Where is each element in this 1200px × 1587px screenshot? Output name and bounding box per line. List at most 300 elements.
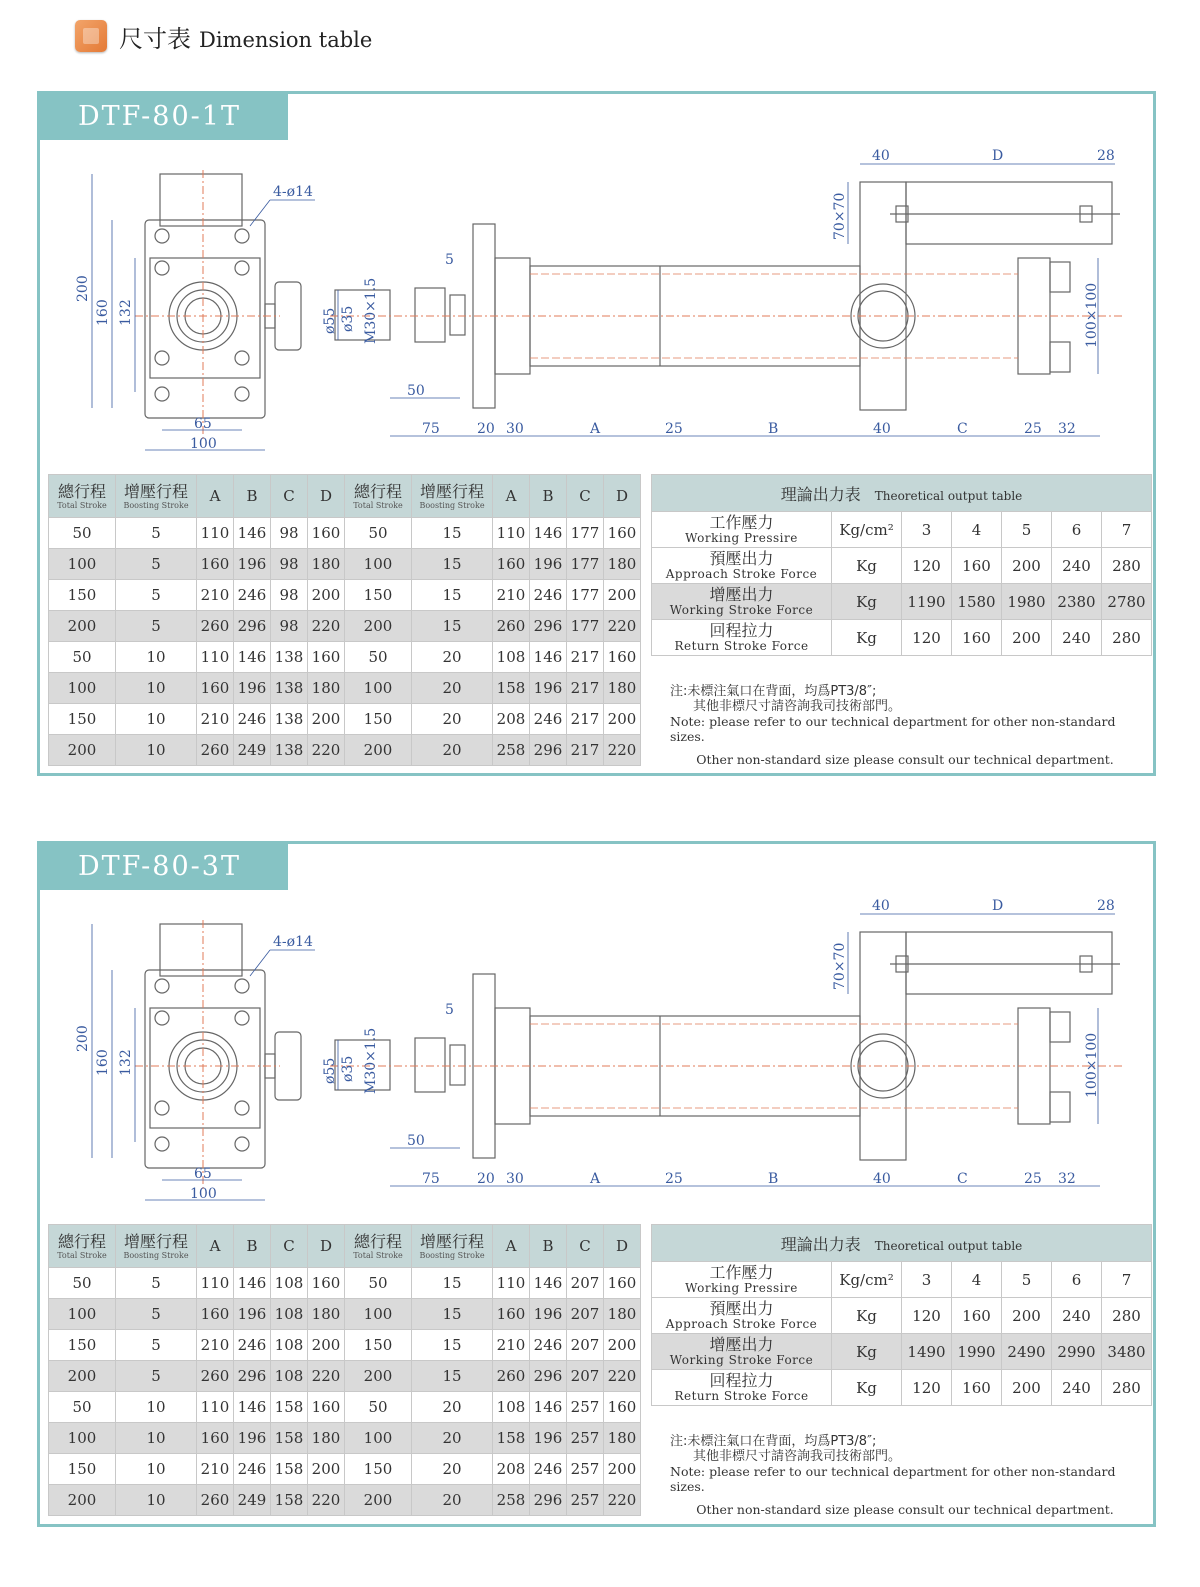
table-cell: 249 xyxy=(234,1485,271,1516)
dim-5: 5 xyxy=(445,1002,454,1018)
table-row xyxy=(49,580,641,611)
note-zh-1: 注:未標注氣口在背面，均爲PT3/8″; xyxy=(670,684,877,699)
table-cell: 15 xyxy=(412,1361,493,1392)
table-cell: 146 xyxy=(530,518,567,549)
table-cell: 200 xyxy=(604,1330,641,1361)
output-unit: Kg/cm² xyxy=(832,1262,902,1298)
output-row-label xyxy=(652,1262,832,1298)
table-cell: 220 xyxy=(308,735,345,766)
output-row xyxy=(652,1334,1152,1370)
dim-30: 30 xyxy=(506,421,524,437)
output-value: 3480 xyxy=(1102,1334,1152,1370)
col-C: C xyxy=(567,475,604,518)
table-cell: 10 xyxy=(116,704,197,735)
output-value: 160 xyxy=(952,1298,1002,1334)
dimension-table-body xyxy=(49,1268,641,1516)
table-cell: 180 xyxy=(604,673,641,704)
output-value: 120 xyxy=(902,620,952,656)
table-row xyxy=(49,1330,641,1361)
table-cell: 160 xyxy=(604,1268,641,1299)
output-value: 120 xyxy=(902,1370,952,1406)
col-B: B xyxy=(234,1225,271,1268)
col-boosting-stroke: 增壓行程 Boosting Stroke xyxy=(116,1225,197,1268)
output-value: 2490 xyxy=(1002,1334,1052,1370)
table-cell: 196 xyxy=(530,1299,567,1330)
output-value: 3 xyxy=(902,512,952,548)
table-cell: 249 xyxy=(234,735,271,766)
table-cell: 160 xyxy=(604,518,641,549)
dim-35: ø35 xyxy=(340,305,356,332)
output-row xyxy=(652,548,1152,584)
table-cell: 296 xyxy=(530,1361,567,1392)
table-row xyxy=(49,1485,641,1516)
output-row-label xyxy=(652,584,832,620)
table-cell: 210 xyxy=(197,580,234,611)
table-cell: 146 xyxy=(530,1392,567,1423)
output-row-label xyxy=(652,512,832,548)
table-cell: 200 xyxy=(604,1454,641,1485)
table-cell: 220 xyxy=(604,735,641,766)
dim-25a: 25 xyxy=(665,421,683,437)
table-cell: 160 xyxy=(197,1423,234,1454)
table-cell: 220 xyxy=(308,611,345,642)
dim-50: 50 xyxy=(407,1133,425,1149)
table-cell: 100 xyxy=(345,1299,412,1330)
table-cell: 10 xyxy=(116,1392,197,1423)
table-cell: 177 xyxy=(567,518,604,549)
table-cell: 246 xyxy=(234,1330,271,1361)
model-title: DTF-80-1T xyxy=(40,94,288,140)
output-row-label xyxy=(652,1334,832,1370)
output-label-zh: 回程拉力 xyxy=(709,621,774,640)
output-row xyxy=(652,584,1152,620)
table-cell: 20 xyxy=(412,1423,493,1454)
col-B: B xyxy=(234,475,271,518)
dim-160: 160 xyxy=(95,1049,111,1076)
output-label-zh: 工作壓力 xyxy=(709,513,774,532)
model-panel-1 xyxy=(37,91,1156,776)
page-title xyxy=(119,19,372,54)
table-row xyxy=(49,1361,641,1392)
dim-hole: 4-ø14 xyxy=(273,184,313,200)
dim-100: 100 xyxy=(190,436,217,452)
output-unit: Kg xyxy=(832,1298,902,1334)
table-cell: 146 xyxy=(234,642,271,673)
output-value: 5 xyxy=(1002,1262,1052,1298)
table-cell: 50 xyxy=(345,518,412,549)
output-value: 120 xyxy=(902,548,952,584)
table-cell: 160 xyxy=(197,549,234,580)
table-cell: 146 xyxy=(530,1268,567,1299)
dim-100x100: 100×100 xyxy=(1084,1032,1100,1098)
dimension-table-header xyxy=(49,475,641,518)
output-value: 2380 xyxy=(1052,584,1102,620)
table-cell: 200 xyxy=(604,704,641,735)
table-cell: 208 xyxy=(493,1454,530,1485)
table-cell: 160 xyxy=(604,642,641,673)
table-cell: 108 xyxy=(271,1299,308,1330)
dim-75: 75 xyxy=(422,421,440,437)
table-cell: 257 xyxy=(567,1454,604,1485)
table-cell: 100 xyxy=(49,1423,116,1454)
output-value: 2990 xyxy=(1052,1334,1102,1370)
output-value: 240 xyxy=(1052,548,1102,584)
model-title: DTF-80-3T xyxy=(40,844,288,890)
table-cell: 246 xyxy=(530,1330,567,1361)
table-cell: 50 xyxy=(345,1268,412,1299)
output-label-en: Working Pressire xyxy=(685,531,798,545)
table-cell: 200 xyxy=(604,580,641,611)
table-cell: 50 xyxy=(345,642,412,673)
table-cell: 150 xyxy=(345,1454,412,1485)
technical-drawing xyxy=(40,890,1153,1230)
table-cell: 246 xyxy=(530,580,567,611)
output-value: 280 xyxy=(1102,548,1152,584)
table-cell: 258 xyxy=(493,1485,530,1516)
dim-50: 50 xyxy=(407,383,425,399)
dim-132: 132 xyxy=(118,299,134,326)
dim-30: 30 xyxy=(506,1171,524,1187)
col-B: B xyxy=(530,475,567,518)
col-A: A xyxy=(197,475,234,518)
table-cell: 160 xyxy=(493,549,530,580)
table-cell: 160 xyxy=(493,1299,530,1330)
output-label-en: Return Stroke Force xyxy=(674,1389,809,1403)
col-D: D xyxy=(308,1225,345,1268)
table-cell: 150 xyxy=(345,1330,412,1361)
table-cell: 108 xyxy=(493,1392,530,1423)
output-value: 7 xyxy=(1102,512,1152,548)
table-cell: 100 xyxy=(49,1299,116,1330)
col-D: D xyxy=(308,475,345,518)
table-cell: 15 xyxy=(412,1268,493,1299)
table-row xyxy=(49,1299,641,1330)
table-cell: 196 xyxy=(530,549,567,580)
table-cell: 257 xyxy=(567,1392,604,1423)
table-cell: 150 xyxy=(345,580,412,611)
dim-55: ø55 xyxy=(322,307,338,334)
dim-35: ø35 xyxy=(340,1055,356,1082)
table-cell: 210 xyxy=(493,1330,530,1361)
table-cell: 98 xyxy=(271,518,308,549)
table-cell: 158 xyxy=(271,1454,308,1485)
table-cell: 110 xyxy=(197,1392,234,1423)
output-value: 4 xyxy=(952,512,1002,548)
table-cell: 257 xyxy=(567,1485,604,1516)
table-cell: 20 xyxy=(412,1485,493,1516)
col-D: D xyxy=(604,475,641,518)
table-cell: 200 xyxy=(308,1454,345,1485)
table-cell: 207 xyxy=(567,1299,604,1330)
table-cell: 210 xyxy=(493,580,530,611)
table-cell: 10 xyxy=(116,642,197,673)
table-cell: 220 xyxy=(604,611,641,642)
note-zh-2: 其他非標尺寸請咨詢我司技術部門。 xyxy=(693,699,902,714)
dim-70x70: 70×70 xyxy=(832,192,848,240)
table-cell: 108 xyxy=(493,642,530,673)
table-row xyxy=(49,642,641,673)
dim-65: 65 xyxy=(194,1166,212,1182)
output-value: 200 xyxy=(1002,620,1052,656)
table-cell: 200 xyxy=(49,611,116,642)
table-cell: 177 xyxy=(567,549,604,580)
dim-70x70: 70×70 xyxy=(832,942,848,990)
table-cell: 220 xyxy=(604,1485,641,1516)
output-unit: Kg xyxy=(832,584,902,620)
table-row xyxy=(49,673,641,704)
table-cell: 10 xyxy=(116,1485,197,1516)
output-row xyxy=(652,620,1152,656)
table-cell: 217 xyxy=(567,704,604,735)
table-cell: 10 xyxy=(116,1454,197,1485)
table-cell: 158 xyxy=(493,673,530,704)
table-cell: 296 xyxy=(530,1485,567,1516)
output-value: 280 xyxy=(1102,1298,1152,1334)
table-cell: 180 xyxy=(308,549,345,580)
table-cell: 10 xyxy=(116,1423,197,1454)
note-en-1: Note: please refer to our technical department for other non-standard sizes. xyxy=(670,1464,1116,1494)
col-D: D xyxy=(604,1225,641,1268)
table-cell: 200 xyxy=(308,704,345,735)
note-en-2: Other non-standard size please consult our technical department. xyxy=(696,752,1114,767)
table-cell: 98 xyxy=(271,580,308,611)
output-label-zh: 工作壓力 xyxy=(709,1263,774,1282)
table-cell: 5 xyxy=(116,1299,197,1330)
table-cell: 217 xyxy=(567,673,604,704)
dimension-table-header xyxy=(49,1225,641,1268)
output-value: 6 xyxy=(1052,1262,1102,1298)
table-cell: 5 xyxy=(116,1330,197,1361)
dim-hole: 4-ø14 xyxy=(273,934,313,950)
table-cell: 220 xyxy=(604,1361,641,1392)
table-cell: 100 xyxy=(49,673,116,704)
table-cell: 160 xyxy=(308,1268,345,1299)
output-table-body xyxy=(652,512,1152,656)
table-cell: 15 xyxy=(412,1330,493,1361)
col-total-stroke: 總行程 Total Stroke xyxy=(345,1225,412,1268)
col-total-stroke: 總行程 Total Stroke xyxy=(49,475,116,518)
table-cell: 10 xyxy=(116,673,197,704)
table-cell: 50 xyxy=(49,1392,116,1423)
table-cell: 177 xyxy=(567,611,604,642)
dim-28: 28 xyxy=(1097,898,1115,914)
note-en-1: Note: please refer to our technical department for other non-standard sizes. xyxy=(670,714,1116,744)
table-row xyxy=(49,735,641,766)
table-cell: 296 xyxy=(530,735,567,766)
dim-55: ø55 xyxy=(322,1057,338,1084)
table-cell: 180 xyxy=(308,1423,345,1454)
output-unit: Kg/cm² xyxy=(832,512,902,548)
table-cell: 196 xyxy=(530,673,567,704)
table-cell: 200 xyxy=(345,735,412,766)
col-total-stroke: 總行程 Total Stroke xyxy=(345,475,412,518)
table-cell: 50 xyxy=(49,642,116,673)
table-cell: 158 xyxy=(271,1423,308,1454)
table-cell: 108 xyxy=(271,1330,308,1361)
table-cell: 207 xyxy=(567,1361,604,1392)
table-cell: 196 xyxy=(234,1299,271,1330)
table-cell: 208 xyxy=(493,704,530,735)
output-value: 1580 xyxy=(952,584,1002,620)
table-row xyxy=(49,1423,641,1454)
output-unit: Kg xyxy=(832,1370,902,1406)
output-value: 2780 xyxy=(1102,584,1152,620)
model-panel-2 xyxy=(37,841,1156,1527)
output-label-en: Working Stroke Force xyxy=(669,1353,814,1367)
output-label-zh: 增壓出力 xyxy=(709,585,774,604)
dim-160: 160 xyxy=(95,299,111,326)
table-cell: 100 xyxy=(345,1423,412,1454)
table-cell: 5 xyxy=(116,580,197,611)
output-row xyxy=(652,1262,1152,1298)
table-cell: 180 xyxy=(604,1299,641,1330)
table-cell: 150 xyxy=(345,704,412,735)
col-B: B xyxy=(530,1225,567,1268)
table-cell: 196 xyxy=(234,1423,271,1454)
dim-100: 100 xyxy=(190,1186,217,1202)
output-value: 240 xyxy=(1052,1370,1102,1406)
dim-100x100: 100×100 xyxy=(1084,282,1100,348)
table-cell: 146 xyxy=(234,1392,271,1423)
dim-5: 5 xyxy=(445,252,454,268)
dim-40b: 40 xyxy=(873,1171,891,1187)
col-boosting-stroke: 增壓行程 Boosting Stroke xyxy=(412,475,493,518)
output-value: 240 xyxy=(1052,1298,1102,1334)
table-cell: 15 xyxy=(412,1299,493,1330)
table-cell: 207 xyxy=(567,1268,604,1299)
table-cell: 220 xyxy=(308,1361,345,1392)
dim-m30: M30×1.5 xyxy=(363,277,379,344)
table-cell: 200 xyxy=(49,1361,116,1392)
output-value: 4 xyxy=(952,1262,1002,1298)
table-cell: 200 xyxy=(308,1330,345,1361)
table-cell: 200 xyxy=(49,1485,116,1516)
table-cell: 5 xyxy=(116,549,197,580)
dim-25a: 25 xyxy=(665,1171,683,1187)
dim-40t: 40 xyxy=(872,898,890,914)
technical-drawing xyxy=(40,140,1153,480)
col-boosting-stroke: 增壓行程 Boosting Stroke xyxy=(412,1225,493,1268)
table-cell: 98 xyxy=(271,549,308,580)
table-cell: 138 xyxy=(271,642,308,673)
table-cell: 196 xyxy=(234,673,271,704)
table-cell: 200 xyxy=(345,611,412,642)
output-unit: Kg xyxy=(832,1334,902,1370)
table-cell: 160 xyxy=(197,1299,234,1330)
table-cell: 138 xyxy=(271,673,308,704)
output-value: 200 xyxy=(1002,1298,1052,1334)
dim-C: C xyxy=(957,1171,968,1187)
dimension-table-body xyxy=(49,518,641,766)
table-cell: 5 xyxy=(116,518,197,549)
dim-A: A xyxy=(590,421,601,437)
table-cell: 246 xyxy=(530,704,567,735)
dim-132: 132 xyxy=(118,1049,134,1076)
table-cell: 160 xyxy=(604,1392,641,1423)
dim-20: 20 xyxy=(477,1171,495,1187)
table-cell: 98 xyxy=(271,611,308,642)
table-cell: 150 xyxy=(49,580,116,611)
table-cell: 50 xyxy=(49,518,116,549)
table-cell: 246 xyxy=(234,704,271,735)
output-value: 5 xyxy=(1002,512,1052,548)
output-value: 240 xyxy=(1052,620,1102,656)
table-cell: 200 xyxy=(308,580,345,611)
table-cell: 150 xyxy=(49,1330,116,1361)
output-value: 200 xyxy=(1002,1370,1052,1406)
output-label-zh: 增壓出力 xyxy=(709,1335,774,1354)
dim-D: D xyxy=(992,898,1004,914)
table-cell: 210 xyxy=(197,704,234,735)
table-cell: 110 xyxy=(493,518,530,549)
output-row xyxy=(652,512,1152,548)
note-zh-2: 其他非標尺寸請咨詢我司技術部門。 xyxy=(693,1449,902,1464)
table-cell: 158 xyxy=(271,1485,308,1516)
output-value: 160 xyxy=(952,620,1002,656)
table-cell: 20 xyxy=(412,673,493,704)
note-en-2: Other non-standard size please consult our technical department. xyxy=(696,1502,1114,1517)
output-value: 7 xyxy=(1102,1262,1152,1298)
table-cell: 260 xyxy=(197,1361,234,1392)
page-header xyxy=(75,18,372,54)
output-label-en: Approach Stroke Force xyxy=(665,567,818,581)
table-row xyxy=(49,704,641,735)
output-row-label xyxy=(652,620,832,656)
table-row xyxy=(49,518,641,549)
dimension-table xyxy=(48,474,641,766)
table-cell: 210 xyxy=(197,1454,234,1485)
cylinder-drawing xyxy=(40,890,1153,1230)
output-value: 200 xyxy=(1002,548,1052,584)
table-cell: 10 xyxy=(116,735,197,766)
dim-B: B xyxy=(768,1171,779,1187)
table-cell: 20 xyxy=(412,1392,493,1423)
table-cell: 108 xyxy=(271,1361,308,1392)
table-cell: 160 xyxy=(197,673,234,704)
table-cell: 246 xyxy=(234,580,271,611)
table-cell: 158 xyxy=(493,1423,530,1454)
dim-m30: M30×1.5 xyxy=(363,1027,379,1094)
dim-A: A xyxy=(590,1171,601,1187)
output-value: 120 xyxy=(902,1298,952,1334)
table-cell: 196 xyxy=(530,1423,567,1454)
output-label-en: Working Pressire xyxy=(685,1281,798,1295)
dim-28: 28 xyxy=(1097,148,1115,164)
table-cell: 100 xyxy=(345,549,412,580)
output-table-title: 理論出力表 Theoretical output table xyxy=(652,475,1152,512)
table-cell: 217 xyxy=(567,735,604,766)
output-row xyxy=(652,1298,1152,1334)
table-cell: 196 xyxy=(234,549,271,580)
col-A: A xyxy=(197,1225,234,1268)
table-cell: 160 xyxy=(308,518,345,549)
table-cell: 20 xyxy=(412,704,493,735)
table-cell: 180 xyxy=(308,1299,345,1330)
table-cell: 100 xyxy=(49,549,116,580)
table-cell: 200 xyxy=(345,1485,412,1516)
table-cell: 207 xyxy=(567,1330,604,1361)
output-value: 1990 xyxy=(952,1334,1002,1370)
dim-C: C xyxy=(957,421,968,437)
dim-D: D xyxy=(992,148,1004,164)
table-cell: 158 xyxy=(271,1392,308,1423)
output-value: 1490 xyxy=(902,1334,952,1370)
output-row-label xyxy=(652,1370,832,1406)
output-label-zh: 回程拉力 xyxy=(709,1371,774,1390)
table-cell: 110 xyxy=(493,1268,530,1299)
table-cell: 146 xyxy=(530,642,567,673)
output-value: 3 xyxy=(902,1262,952,1298)
